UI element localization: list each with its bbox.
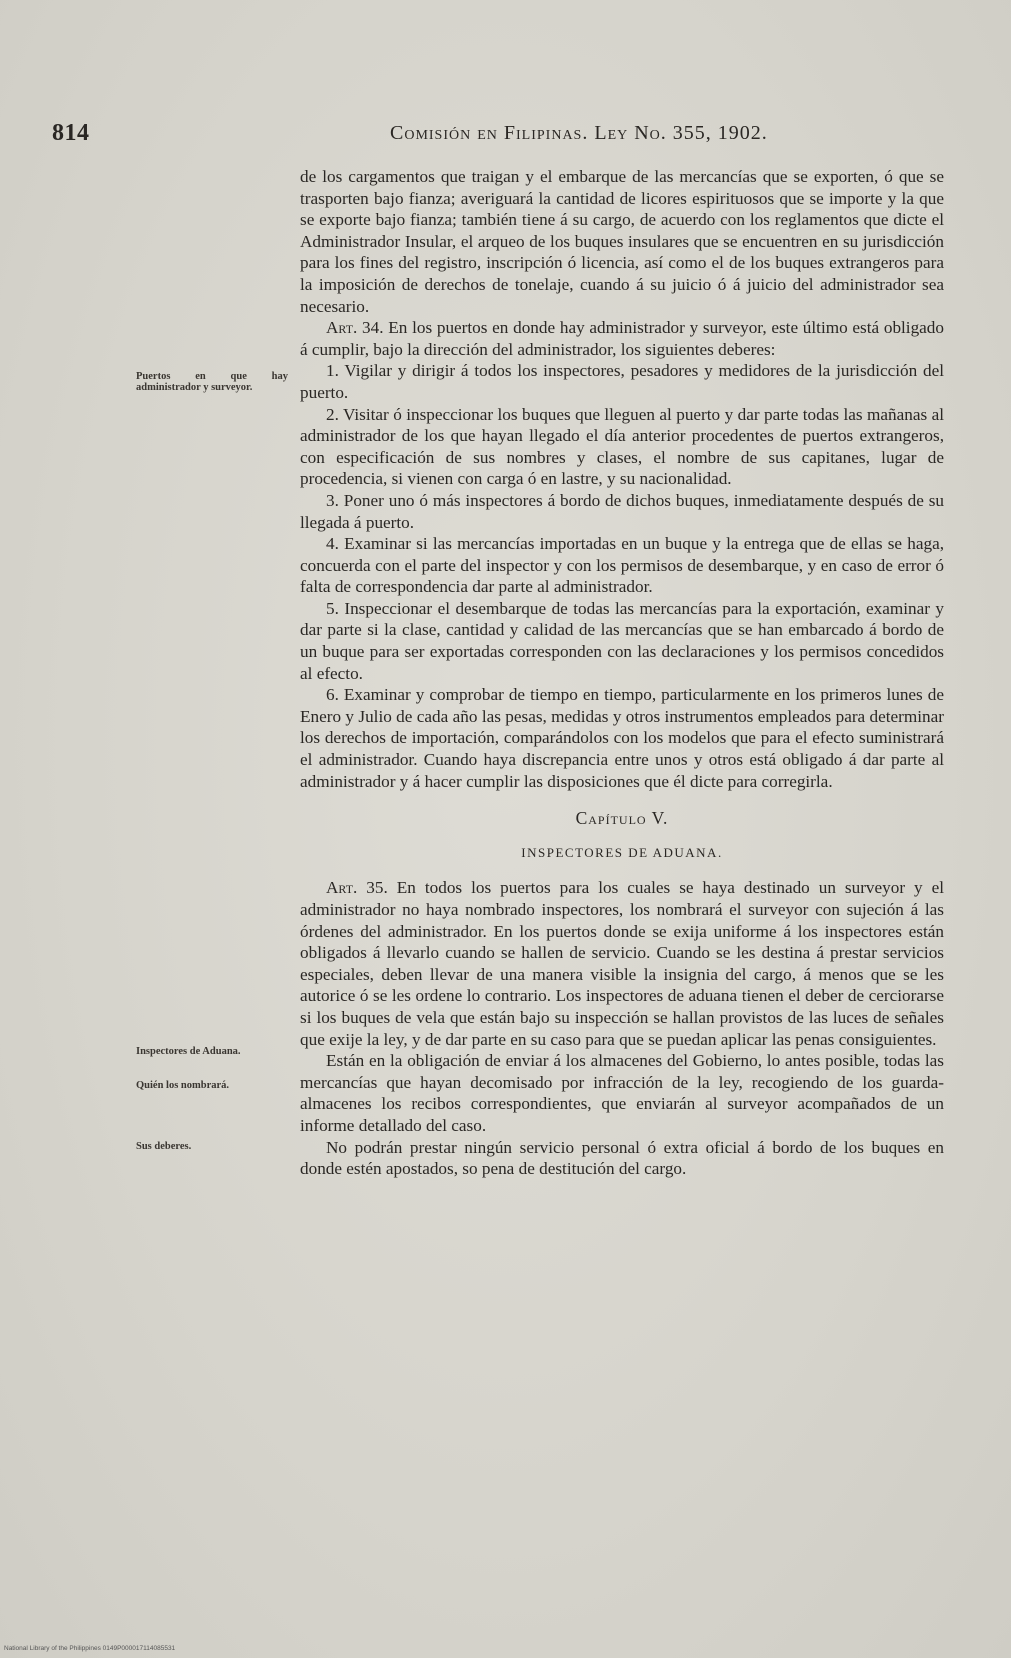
page-header (52, 120, 872, 152)
duty-item-3: 3. Poner uno ó más inspectores á bordo de dichos buques, inmediatamente después de su llegada á puerto. (300, 490, 944, 532)
margin-note-inspectores: Inspectores de Aduana. (136, 1046, 241, 1057)
margin-note-deberes: Sus deberes. (136, 1141, 192, 1152)
article-35-label: Art. 35. (326, 878, 388, 898)
article-35-text: En todos los puertos para los cuales se haya destinado un surveyor y el administrador no haya nombrado inspectores, los nombrará el surveyor con sujeción á las órdenes del administrador. En los puertos donde se exija uniforme á los inspectores están obligados á llevarlo cuando se hallen de servicio. Cuando se les destina á prestar servicios especiales, deben llevar de una manera visible la insignia del cargo, á menos que se les autorice ó se les ordene lo contrario. Los inspectores de aduana tienen el deber de cerciorarse si los buques de vela que están bajo su inspección se hallan provistos de las luces de señales que exije la ley, y de dar parte en su caso para que se puedan aplicar las penas consiguientes. (300, 878, 945, 1049)
duty-item-1: 1. Vigilar y dirigir á todos los inspectores, pesadores y medidores de la jurisdicción del puerto. (300, 361, 944, 402)
running-title: Comisión en Filipinas. Ley No. 355, 1902. (390, 122, 768, 144)
article-34 (300, 317, 944, 360)
article-35 (300, 877, 944, 1050)
duty-item-4: 4. Examinar si las mercancías importadas en un buque y la entrega que de ellas se haga, concuerda con el parte del inspector y con los permisos de desembarque, y en caso de error ó falta de correspondencia dar parte al administrador. (300, 534, 944, 597)
duty-item-6: 6. Examinar y comprobar de tiempo en tiempo, particularmente en los primeros lunes de Enero y Julio de cada año las pesas, medidas y otros instrumentos empleados para determinar los derechos de importación, comparándolos con los modelos que para el efecto suministrará el administrador. Cuando haya discrepancia entre unos y otros está obligado á dar parte al administrador y á hacer cumplir las disposiciones que él dicte para corregirla. (300, 685, 944, 791)
article-34-label: Art. 34. (326, 318, 384, 338)
page-number: 814 (52, 120, 90, 146)
paragraph-continuation: de los cargamentos que traigan y el embarque de las mercancías que se exporten, ó que se trasporten bajo fianza; averiguará la cantidad de licores espirituosos que se importe y la que se exporte bajo fianza; también tiene á su cargo, de acuerdo con los reglamentos que dicte el Administrador Insular, el arqueo de los buques insulares que se encuentren en su jurisdicción para los fines del registro, inscripción ó licencia, así como el de los buques extrangeros para la imposición de derechos de tonelaje, cuando á su juicio ó á juicio del administrador sea necesario. (300, 167, 944, 316)
margin-note-puertos: Puertos en que hay administrador y surveyor. (136, 371, 288, 393)
duty-item-5: 5. Inspeccionar el desembarque de todas las mercancías para la exportación, examinar y dar parte si la clase, cantidad y calidad de las mercancías que se han embarcado á bordo de un buque para ser exportadas corresponden con las declaraciones y los permisos concedidos al efecto. (300, 598, 944, 683)
margin-note-quien: Quién los nombrará. (136, 1080, 230, 1091)
paragraph-final: No podrán prestar ningún servicio personal ó extra oficial á bordo de los buques en donde estén apostados, so pena de destitución del cargo. (300, 1137, 944, 1179)
main-text (300, 166, 944, 1180)
duty-item-2: 2. Visitar ó inspeccionar los buques que lleguen al puerto y dar parte todas las mañanas al administrador de los que hayan llegado el día anterior procedentes de puertos extrangeros, con especificación de sus nombres y clases, el nombre de sus capitanes, lugar de procedencia, si vienen con carga ó en lastre, y su nacionalidad. (300, 404, 944, 489)
chapter-title: Capítulo V. (575, 808, 669, 829)
chapter-subtitle: INSPECTORES DE ADUANA. (521, 844, 723, 860)
paragraph-almacenes: Están en la obligación de enviar á los almacenes del Gobierno, lo antes posible, todas las mercancías que hayan decomisado por infracción de la ley, recogiendo de los guarda-almacenes los recibos correspondientes, que enviarán al surveyor acompañados de un informe detallado del caso. (300, 1051, 944, 1135)
scan-watermark: National Library of the Philippines 0149P000017114085531 (4, 1645, 176, 1652)
article-34-text: En los puertos en donde hay administrador y surveyor, este último está obligado á cumplir, bajo la dirección del administrador, los siguientes deberes: (300, 318, 944, 359)
